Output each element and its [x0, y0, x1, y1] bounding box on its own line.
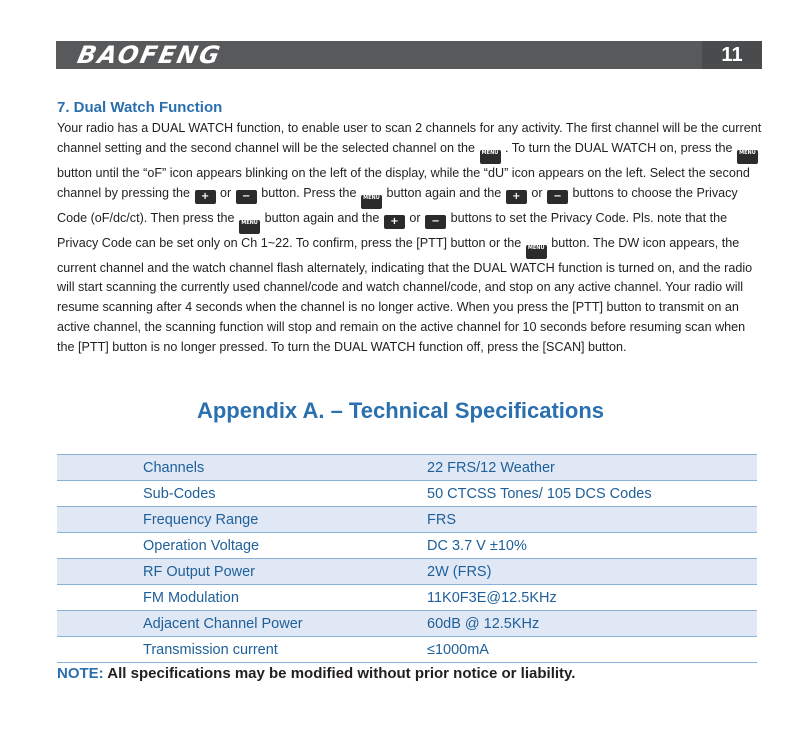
text-segment: button again and the: [264, 210, 380, 225]
spec-label: Frequency Range: [143, 512, 259, 528]
table-row: [57, 481, 757, 507]
text-segment: buttons to choose the Privacy Code (oF/dc/ct). Then press the: [57, 185, 738, 225]
up-key-icon: +: [384, 215, 405, 229]
down-key-icon: −: [236, 190, 257, 204]
text-segment: button. The DW icon appears, the current channel and the watch channel flash alternately, indicating that the DUAL WATCH function is turned on, and the radio will start scanning the currently used channel/code and watch channel/code, and stop on any active channel. Your radio will resume scanning after 4 seconds when the channel is no longer active. When you press the [PTT] button to transmit on an active channel, the scanning function will stop and remain on the active channel for 10 seconds before resuming scan when the [PTT] button is no longer pressed. To turn the DUAL WATCH function off, press the [SCAN] button.: [57, 235, 753, 354]
text-segment: Your radio has a DUAL WATCH function, to enable user to scan 2 channels for any activity. The first channel will be the current channel setting and the second channel will be the selected channel on the: [57, 121, 762, 155]
note-text: All specifications may be modified without prior notice or liability.: [107, 665, 576, 682]
spec-value: 22 FRS/12 Weather: [427, 460, 555, 476]
down-key-icon: −: [425, 215, 446, 229]
menu-key-icon: MENU: [239, 220, 260, 234]
spec-value: 60dB @ 12.5KHz: [427, 616, 540, 632]
spec-value: 50 CTCSS Tones/ 105 DCS Codes: [427, 486, 652, 502]
spec-label: Operation Voltage: [143, 538, 260, 554]
page-number: 11: [702, 41, 762, 69]
spec-value: ≤1000mA: [427, 642, 489, 658]
up-key-icon: +: [195, 190, 216, 204]
text-segment: or: [409, 210, 421, 225]
spec-label: Adjacent Channel Power: [143, 616, 303, 632]
appendix-title: Appendix A. – Technical Specifications: [196, 398, 605, 423]
table-row: [57, 507, 757, 533]
menu-key-icon: MENU: [361, 195, 382, 209]
spec-label: RF Output Power: [143, 564, 256, 580]
text-segment: buttons to set the Privacy Code. Pls. note that the Privacy Code can be set only on Ch 1~22. To confirm, press the [PTT] button or the: [57, 210, 728, 250]
spec-label: Transmission current: [143, 642, 278, 658]
table-row: [57, 637, 757, 663]
table-row: [57, 611, 757, 637]
spec-value: 11K0F3E@12.5KHz: [427, 590, 557, 606]
note-label: NOTE:: [57, 665, 104, 682]
spec-label: Channels: [143, 460, 205, 476]
menu-key-icon: MENU: [737, 150, 758, 164]
up-key-icon: +: [506, 190, 527, 204]
spec-label: FM Modulation: [143, 590, 239, 606]
section-body: [57, 119, 763, 358]
menu-key-icon: MENU: [526, 245, 547, 259]
text-segment: or: [531, 185, 543, 200]
spec-value: 2W (FRS): [427, 564, 492, 580]
spec-label: Sub-Codes: [143, 486, 216, 502]
text-segment: button. Press the: [261, 185, 357, 200]
menu-key-icon: MENU: [480, 150, 501, 164]
spec-note: [57, 665, 575, 682]
text-segment: button again and the: [386, 185, 502, 200]
text-segment: button until the “oF” icon appears blinking on the left of the display, while the “dU” icon appears on the left. Select the second channel by pressing the: [57, 165, 750, 200]
table-row: [57, 559, 757, 585]
spec-value: DC 3.7 V ±10%: [427, 538, 527, 554]
page-header: [56, 41, 762, 69]
table-row: [57, 533, 757, 559]
down-key-icon: −: [547, 190, 568, 204]
table-row: [57, 455, 757, 481]
section-title: 7. Dual Watch Function: [57, 99, 223, 116]
text-segment: . To turn the DUAL WATCH on, press the: [505, 140, 733, 155]
table-row: [57, 585, 757, 611]
spec-value: FRS: [427, 512, 456, 528]
brand-logo: BAOFENG: [75, 41, 225, 69]
text-segment: or: [220, 185, 232, 200]
spec-table: [57, 454, 757, 663]
